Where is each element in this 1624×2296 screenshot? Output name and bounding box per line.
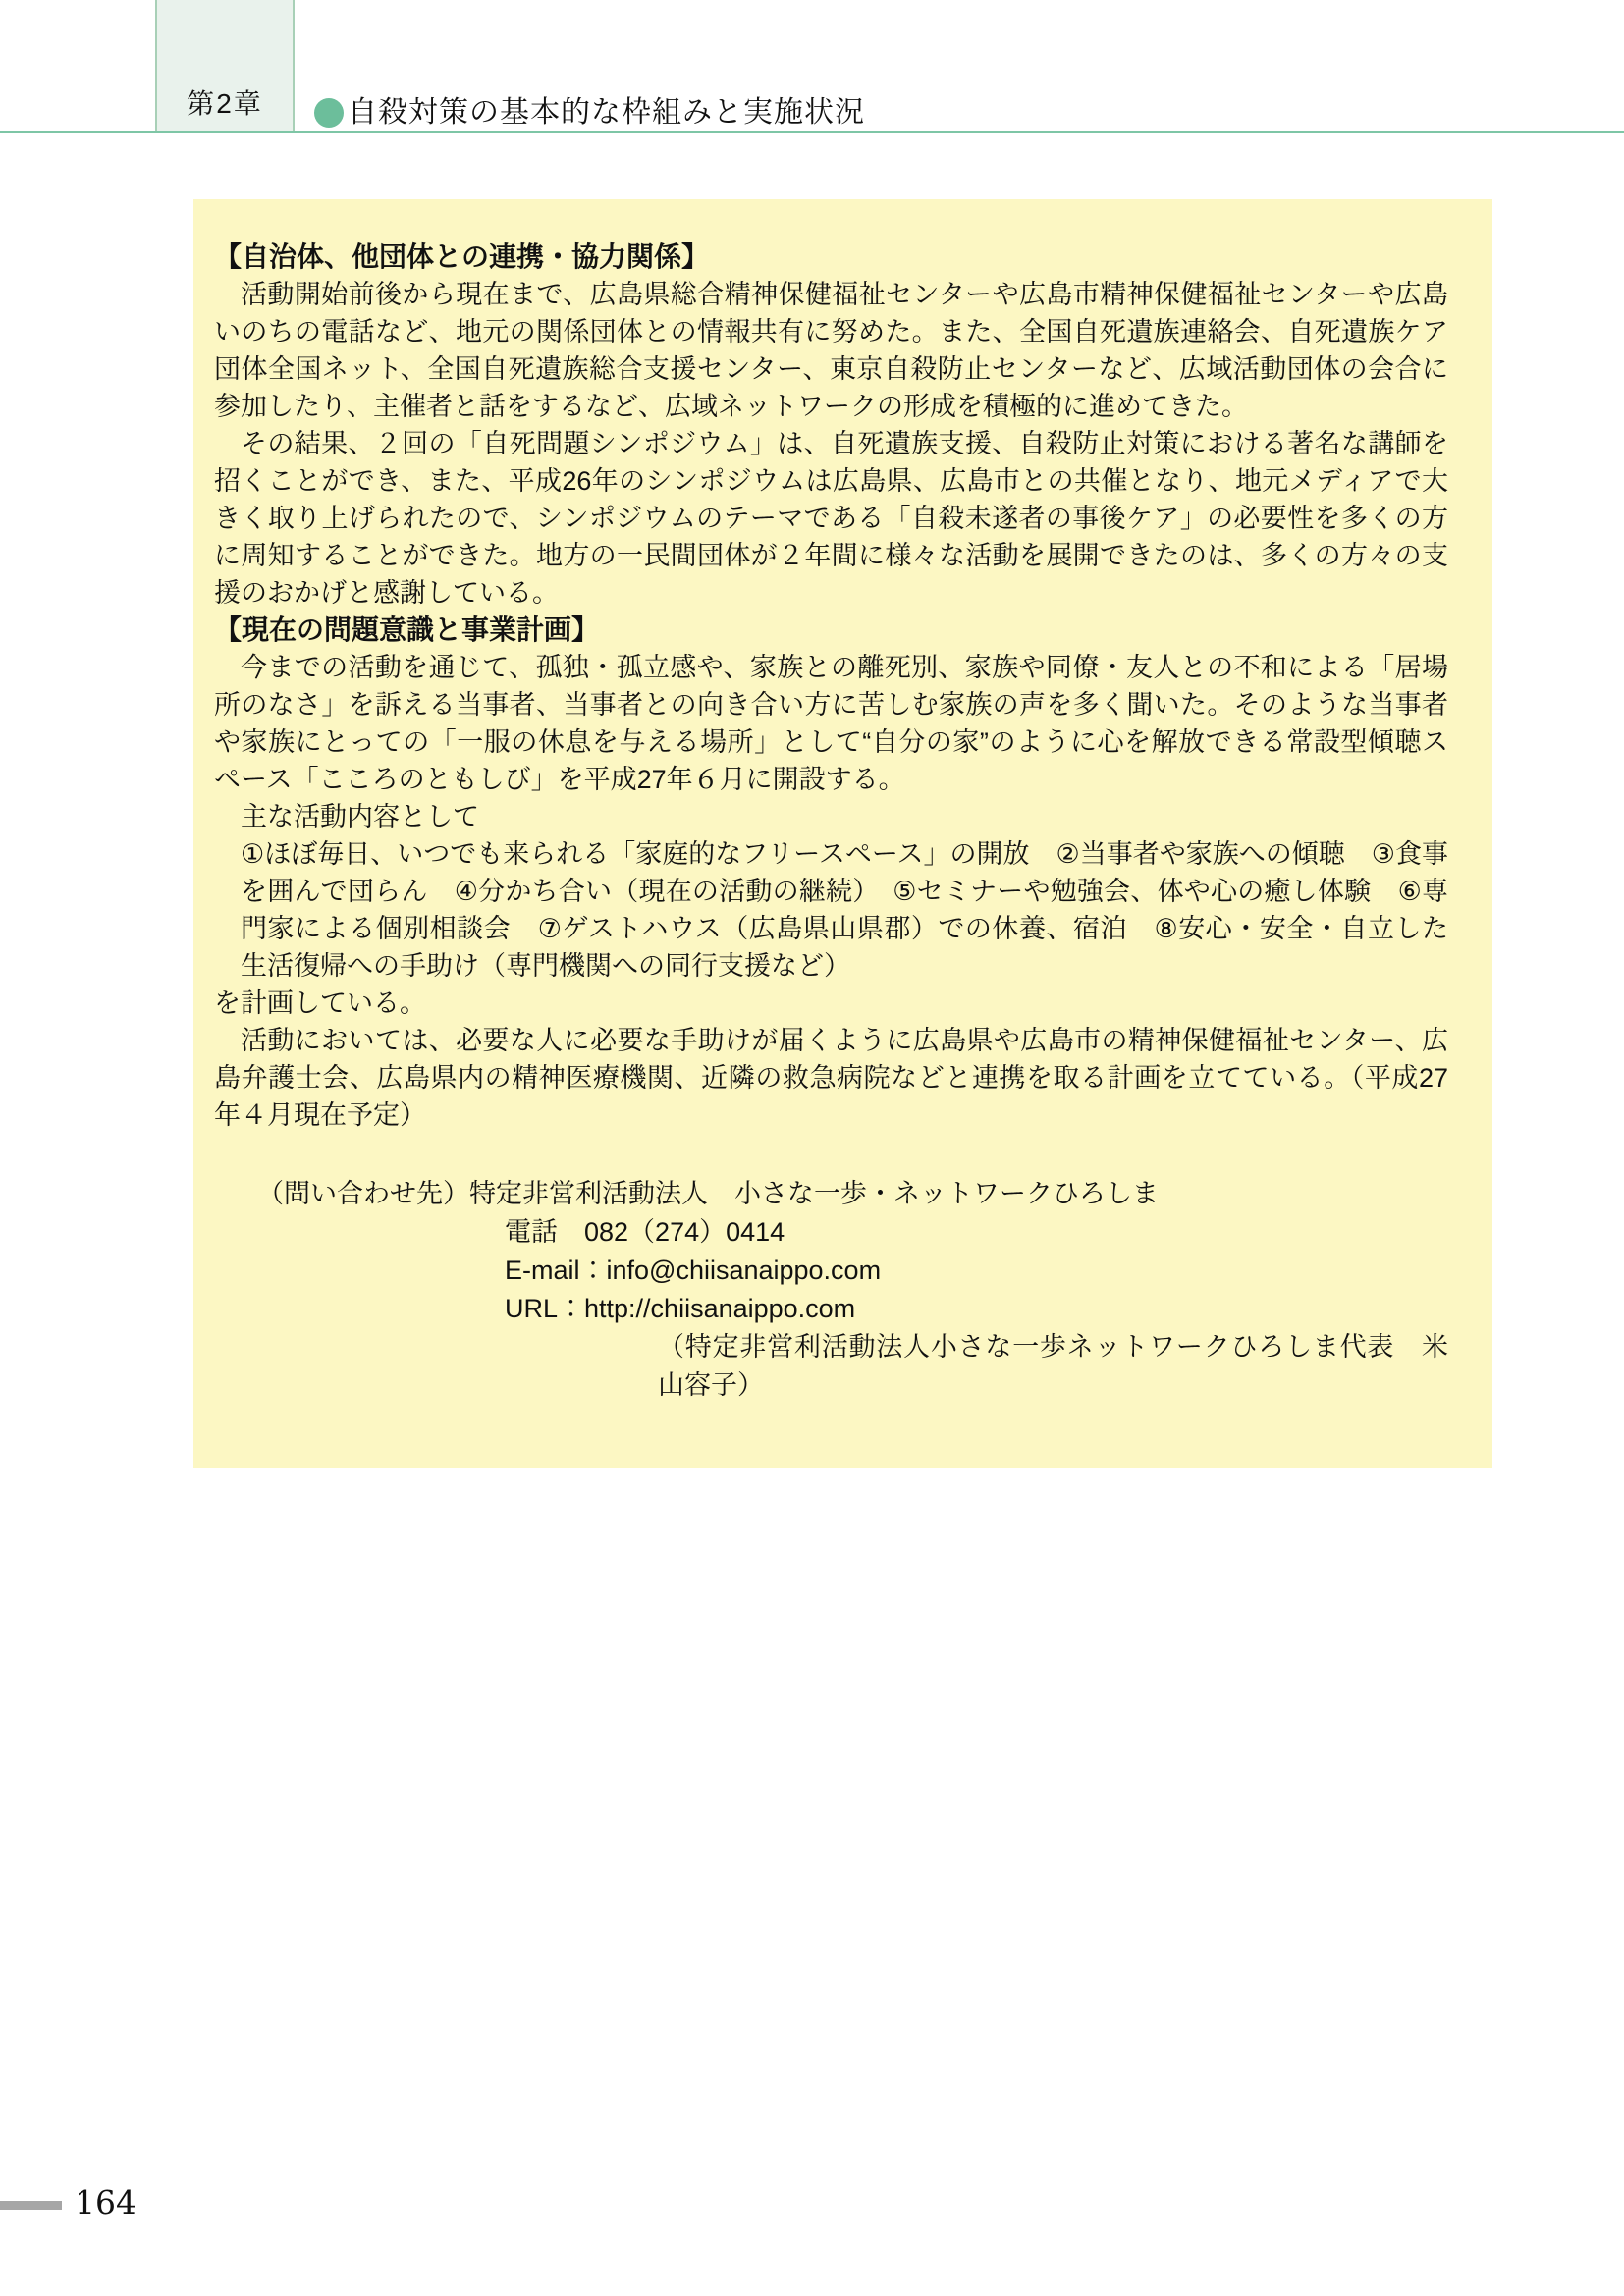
section-bullet-icon — [314, 98, 344, 128]
section2-paragraph-2: 活動においては、必要な人に必要な手助けが届くように広島県や広島市の精神保健福祉センター、広島弁護士会、広島県内の精神医療機関、近隣の救急病院などと連携を取る計画を立てている。（平成27年４月現在予定） — [214, 1026, 1448, 1130]
contact-representative: （特定非営利活動法人小さな一歩ネットワークひろしま代表 米山容子） — [658, 1332, 1448, 1400]
activities-close: を計画している。 — [214, 988, 426, 1018]
chapter-number-box — [155, 0, 295, 131]
contact-email: E-mail：info@chiisanaippo.com — [505, 1255, 882, 1285]
section1-paragraph-1: 活動開始前後から現在まで、広島県総合精神保健福祉センターや広島市精神保健福祉センターや広島いのちの電話など、地元の関係団体との情報共有に努めた。また、全国自死遺族連絡会、自死遺族ケア団体全国ネット、全国自死遺族総合支援センター、東京自殺防止センターなど、広域活動団体の会合に参加したり、主催者と話をするなど、広域ネットワークの形成を積極的に進めてきた。 — [214, 280, 1448, 421]
highlight-box — [193, 199, 1492, 1468]
section2-heading: 【現在の問題意識と事業計画】 — [214, 614, 600, 645]
chapter-title-text: 自殺対策の基本的な枠組みと実施状況 — [348, 96, 865, 129]
chapter-title — [314, 0, 865, 135]
header-rule — [0, 131, 1624, 133]
contact-organization: （問い合わせ先）特定非営利活動法人 小さな一歩・ネットワークひろしま — [257, 1179, 1159, 1208]
activities-list: ①ほぼ毎日、いつでも来られる「家庭的なフリースペース」の開放 ②当事者や家族への傾聴 ③食事を囲んで団らん ④分かち合い（現在の活動の継続） ⑤セミナーや勉強会、体や心の癒し体験 ⑥専門家による個別相談会 ⑦ゲストハウス（広島県山県郡）での休養、宿泊 ⑧安心・安全・自立した生活復帰への手助け（専門機関への同行支援など） — [241, 839, 1448, 981]
contact-phone: 電話 082（274）0414 — [505, 1217, 785, 1247]
activities-intro: 主な活動内容として — [241, 802, 479, 831]
chapter-label: 第2章 — [187, 88, 263, 119]
section1-paragraph-2: その結果、２回の「自死問題シンポジウム」は、自死遺族支援、自殺防止対策における著名な講師を招くことができ、また、平成26年のシンポジウムは広島県、広島市との共催となり、地元メディアで大きく取り上げられたので、シンポジウムのテーマである「自殺未遂者の事後ケア」の必要性を多くの方に周知することができた。地方の一民間団体が２年間に様々な活動を展開できたのは、多くの方々の支援のおかげと感謝している。 — [214, 429, 1448, 608]
contact-url: URL：http://chiisanaippo.com — [505, 1294, 856, 1323]
page-number: 164 — [75, 2183, 136, 2221]
section1-heading: 【自治体、他団体との連携・協力関係】 — [214, 241, 710, 272]
page-number-bar — [0, 2201, 62, 2210]
contact-block — [214, 1175, 1448, 1405]
section2-paragraph-1: 今までの活動を通じて、孤独・孤立感や、家族との離死別、家族や同僚・友人との不和による「居場所のなさ」を訴える当事者、当事者との向き合い方に苦しむ家族の声を多く聞いた。そのような当事者や家族にとっての「一服の休息を与える場所」として“自分の家”のように心を解放できる常設型傾聴スペース「こころのともしび」を平成27年６月に開設する。 — [214, 653, 1448, 794]
